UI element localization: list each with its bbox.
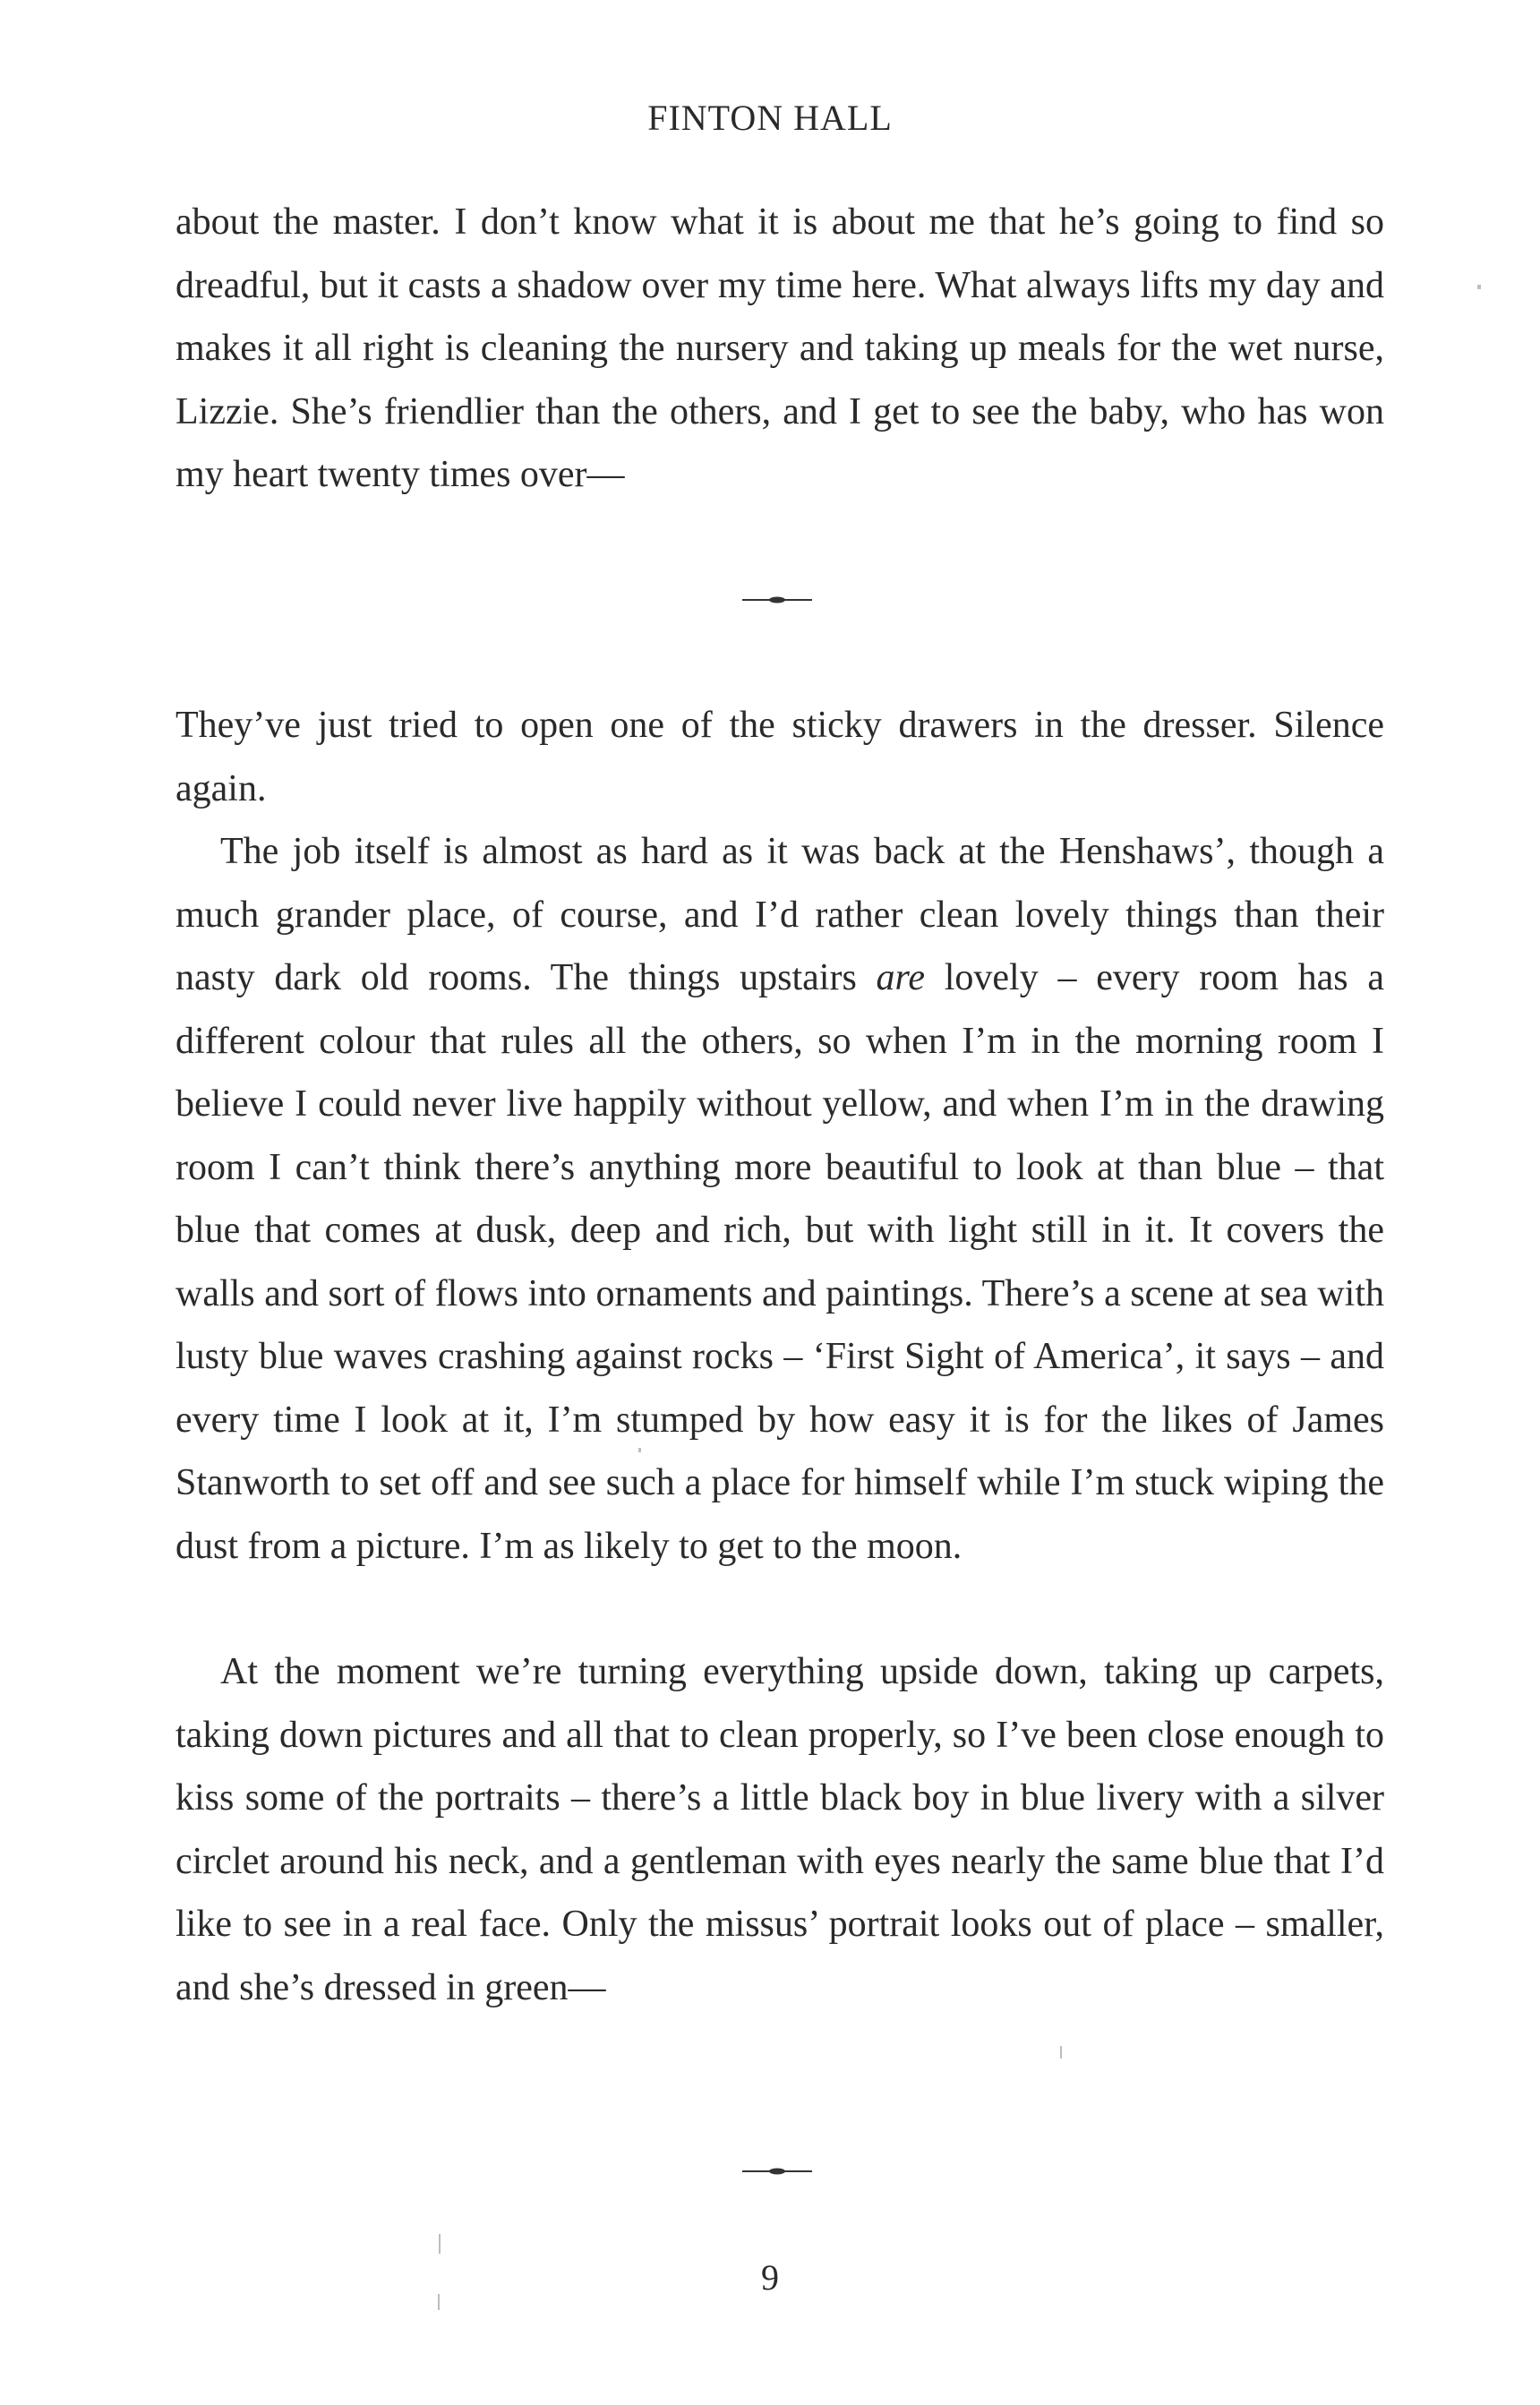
paper-speck: [1060, 2046, 1062, 2058]
section-break-ornament: [737, 2167, 817, 2176]
paragraph-job-itself: [175, 820, 1384, 1578]
paper-speck: [439, 2234, 441, 2254]
running-head: FINTON HALL: [647, 98, 893, 138]
paper-speck: [638, 1448, 641, 1452]
emphasis-are: are: [876, 957, 925, 998]
page-number: 9: [761, 2257, 779, 2298]
paragraph-continuation: about the master. I don’t know what it is about me that he’s going to find so dreadful, but it casts a shadow over my time here. What always lifts my day and makes it all right is cleaning the nursery and taking up meals for the wet nurse, Lizzie. She’s friendlier than the others, and I get to see the baby, who has won my heart twenty times over—: [175, 201, 1384, 495]
paragraph-text-start: The job itself is almost as hard as it was back at the Henshaws’, though a much grander place, of course, and I’d rather clean lovely things than their nasty dark old rooms. The things upstairs: [175, 831, 1384, 998]
section-break-ornament: [737, 595, 817, 604]
paper-speck: [1477, 285, 1481, 289]
paragraph-at-the-moment: At the moment we’re turning everything upside down, taking up carpets, taking down pictures and all that to clean properly, so I’ve been close enough to kiss some of the portraits – there’s a little black boy in blue livery with a silver circlet around his neck, and a gentleman with eyes nearly the same blue that I’d like to see in a real face. Only the missus’ portrait looks out of place – smaller, and she’s dressed in green—: [175, 1651, 1384, 2008]
paragraph-text-end: lovely – every room has a different colour that rules all the others, so when I’m in the morning room I believe I could never live happily without yellow, and when I’m in the drawing room I can’t think there’s anything more beautiful to look at than blue – that blue that comes at dusk, deep and rich, but with light still in it. It covers the walls and sort of flows into ornaments and paintings. There’s a scene at sea with lusty blue waves crashing against rocks – ‘First Sight of America’, it says – and every time I look at it, I’m stumped by how easy it is for the likes of James Stanworth to set off and see such a place for himself while I’m stuck wiping the dust from a picture. I’m as likely to get to the moon.: [175, 957, 1384, 1567]
paragraph-sticky-drawers: They’ve just tried to open one of the sticky drawers in the dresser. Silence again.: [175, 705, 1384, 809]
paper-speck: [438, 2294, 440, 2310]
